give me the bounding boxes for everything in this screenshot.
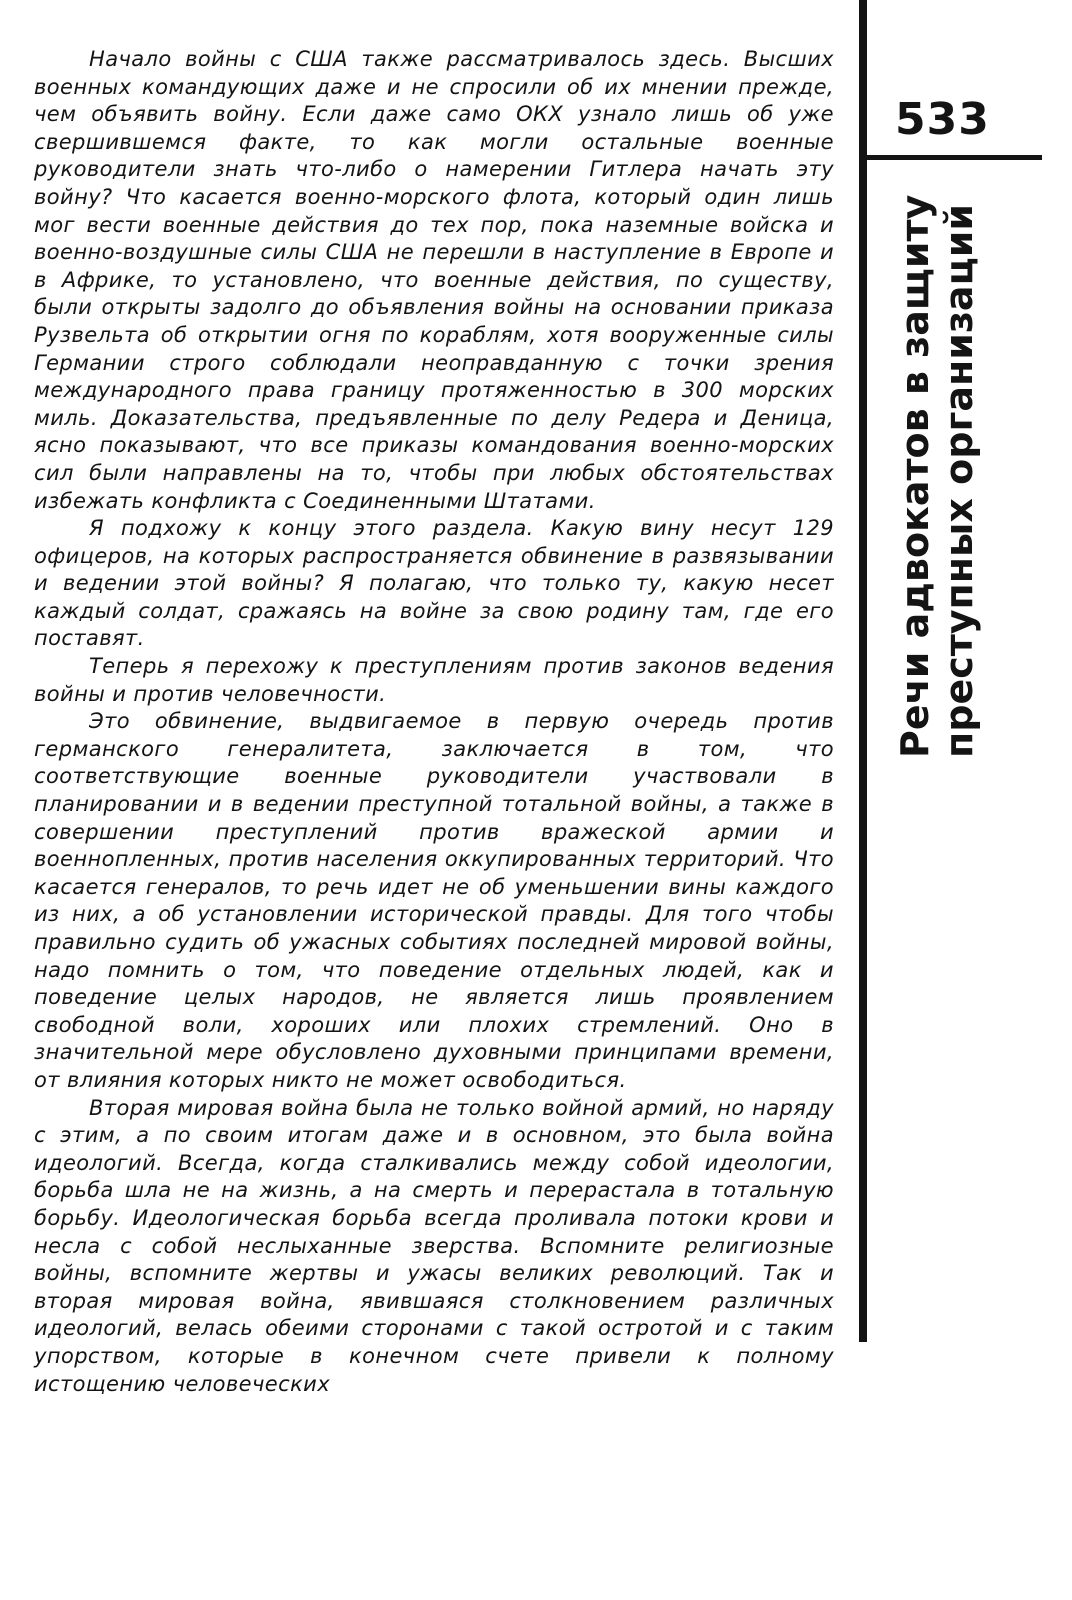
running-title-line-1: Речи адвокатов в защиту (893, 194, 937, 758)
paragraph-1: Начало войны с США также рассматривалось здесь. Высших военных командующих даже и не спросили об их мнении прежде, чем объявить войну. Если даже само ОКХ узнало лишь об уже свершившемся факте, то как могли остальные военные руководители знать что-либо о намерении Гитлера начать эту войну? Что касается военно-морского флота, который один лишь мог вести военные действия до тех пор, пока наземные войска и военно-воздушные силы США не перешли в наступление в Европе и в Африке, то установлено, что военные действия, по существу, были открыты задолго до объявления войны на основании приказа Рузвельта об открытии огня по кораблям, хотя вооруженные силы Германии строго соблюдали неоправданную с точки зрения международного права границу протяженностью в 300 морских миль. Доказательства, предъявленные по делу Редера и Деница, ясно показывают, что все приказы командования военно-морских сил были направлены на то, чтобы при любых обстоятельствах избежать конфликта с Соединенными Штатами. (34, 47, 834, 513)
body-text (34, 46, 834, 1398)
page-number-underline (866, 155, 1042, 160)
paragraph-3: Теперь я перехожу к преступлениям против законов ведения войны и против человечности. (34, 654, 834, 706)
margin-divider (859, 0, 867, 1342)
paragraph-5: Вторая мировая война была не только войной армий, но наряду с этим, а по своим итогам даже и в основном, это была война идеологий. Всегда, когда сталкивались между собой идеологии, борьба шла не на жизнь, а на смерть и перерастала в тотальную борьбу. Идеологическая борьба всегда проливала потоки крови и несла с собой неслыханные зверства. Вспомните религиозные войны, вспомните жертвы и ужасы великих революций. Так и вторая мировая война, явившаяся столкновением различных идеологий, велась обеими сторонами с такой остротой и с таким упорством, которые в конечном счете привели к полному истощению человеческих (34, 1095, 834, 1396)
page-number: 533 (895, 94, 990, 145)
running-title-line-2: преступных организаций (937, 204, 981, 758)
paragraph-4: Это обвинение, выдвигаемое в первую очередь против германского генералитета, заключается в том, что соответствующие военные руководители участвовали в планировании и в ведении преступной тотальной войны, а также в совершении преступлений против вражеской армии и военнопленных, против населения оккупированных территорий. Что касается генералов, то речь идет не об уменьшении вины каждого из них, а об установлении исторической правды. Для того чтобы правильно судить об ужасных событиях последней мировой войны, надо помнить о том, что поведение отдельных людей, как и поведение целых народов, не является лишь проявлением свободной воли, хороших или плохих стремлений. Оно в значительной мере обусловлено духовными принципами времени, от влияния которых никто не может освободиться. (34, 709, 834, 1092)
running-title (893, 168, 981, 758)
paragraph-2: Я подхожу к концу этого раздела. Какую вину несут 129 офицеров, на которых распространяется обвинение в развязывании и ведении этой войны? Я полагаю, что только ту, какую несет каждый солдат, сражаясь на войне за свою родину там, где его поставят. (34, 516, 834, 651)
